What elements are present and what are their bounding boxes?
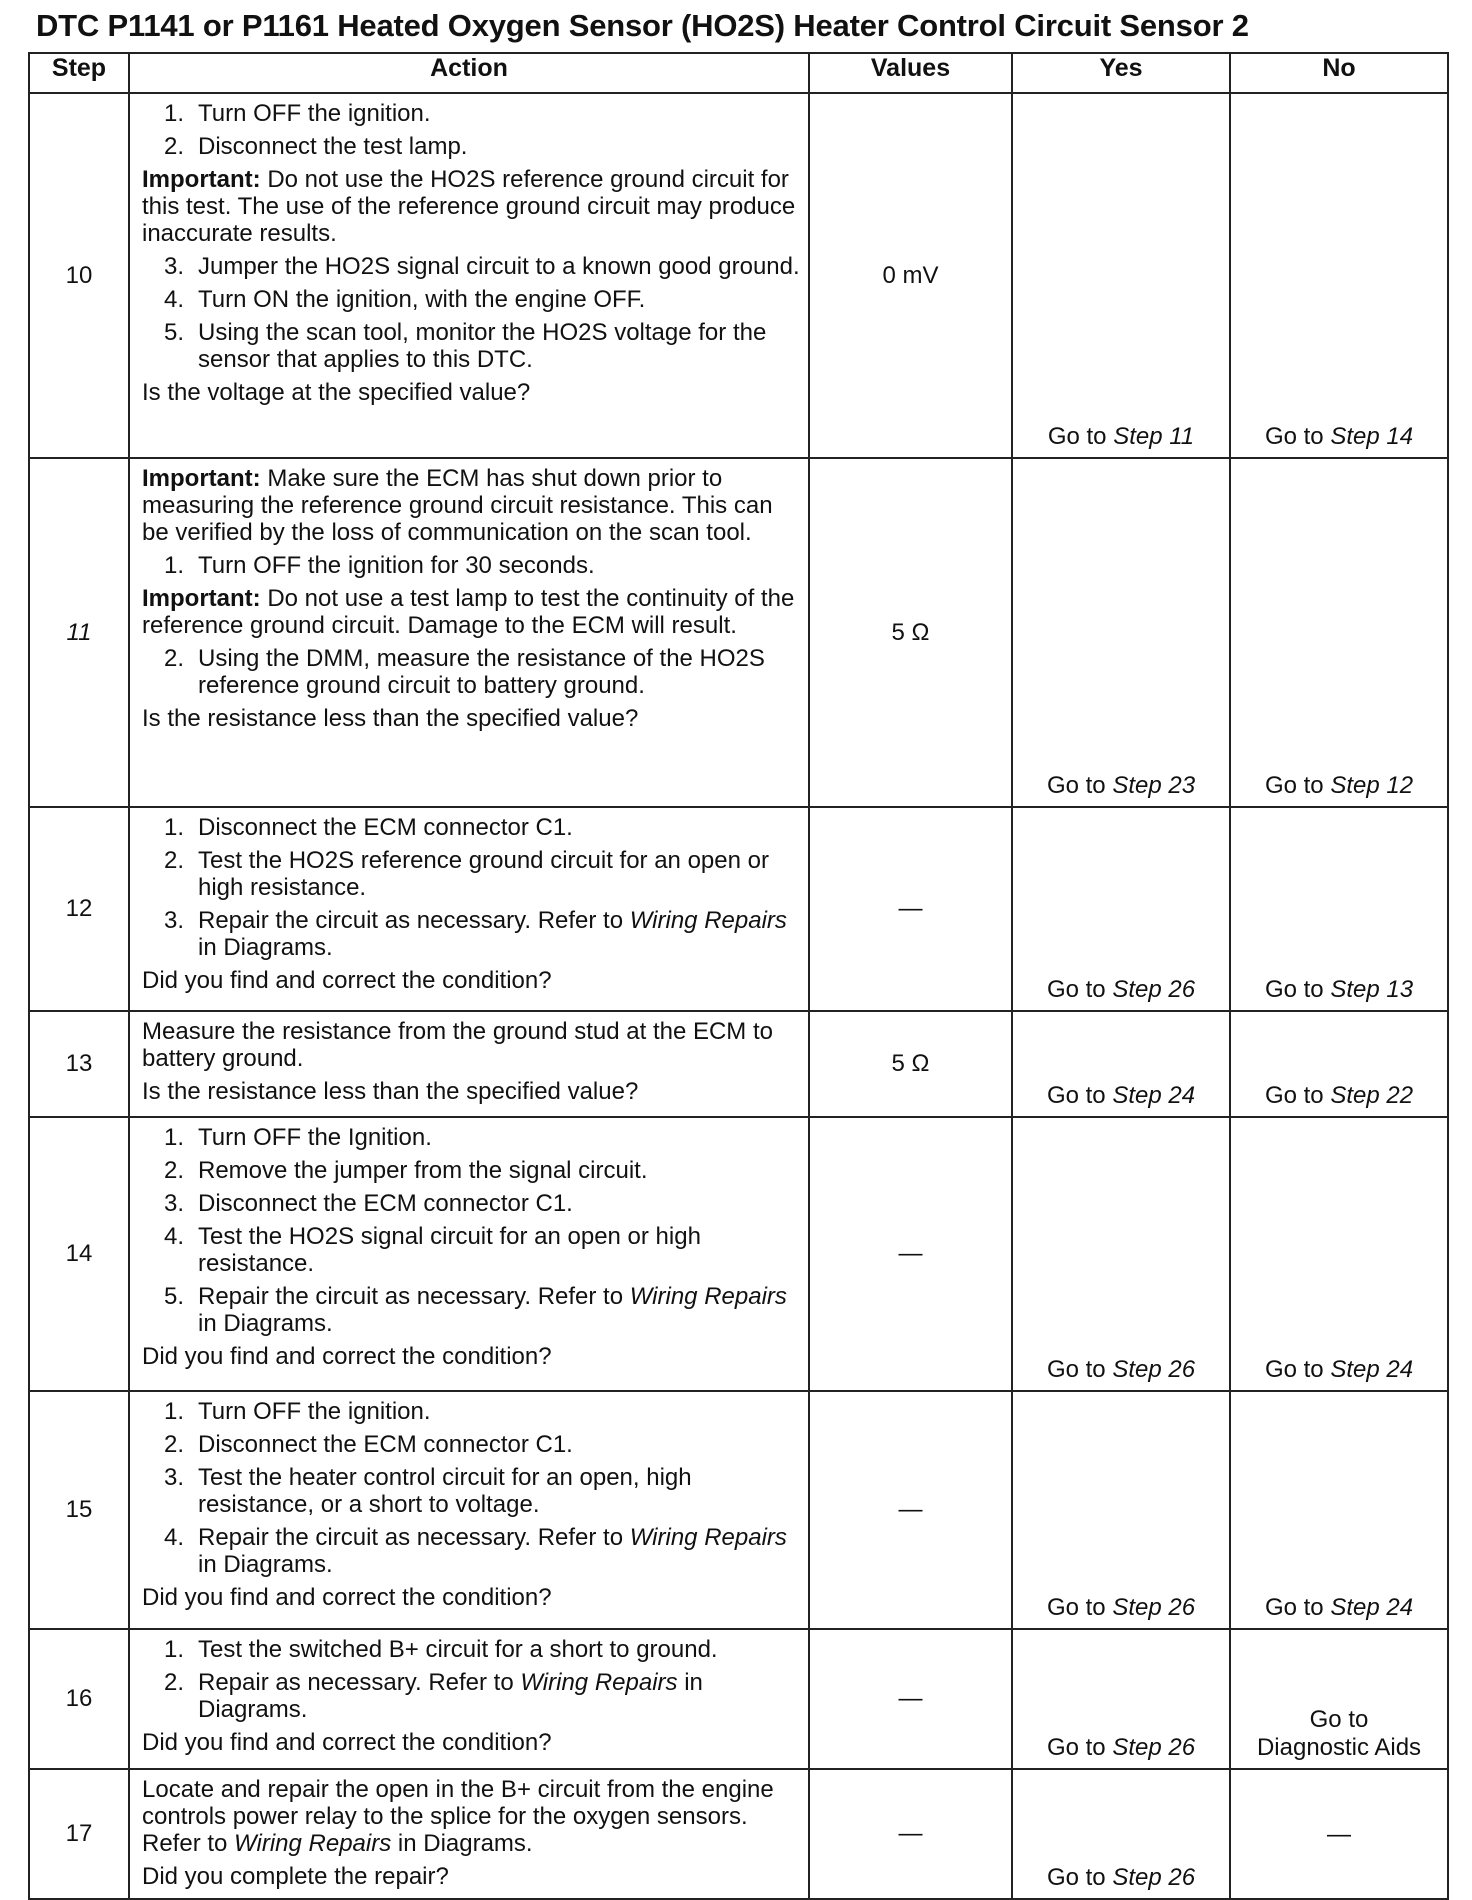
- step-cell: 10: [29, 93, 129, 458]
- values-cell: —: [809, 1629, 1012, 1769]
- yes-cell: [1012, 1011, 1230, 1117]
- go-to-text: Go to Step 24: [1046, 1082, 1196, 1109]
- numbered-instruction: [142, 1431, 800, 1458]
- instruction-text: Repair the circuit as necessary. Refer to Wiring Repairs in Diagrams.: [198, 1283, 787, 1337]
- instruction-number: 4.: [164, 1524, 185, 1551]
- question-text: Did you find and correct the condition?: [142, 967, 552, 994]
- header-yes: Yes: [1012, 53, 1230, 93]
- go-to-text: Go to Step 22: [1264, 1082, 1414, 1109]
- go-to-step-ref: Step 26: [1112, 976, 1196, 1003]
- instruction-number: 3.: [164, 1190, 185, 1217]
- header-values: Values: [809, 53, 1012, 93]
- yes-cell: [1012, 1391, 1230, 1629]
- instruction-text: Using the DMM, measure the resistance of the HO2S reference ground circuit to battery ground.: [198, 645, 765, 699]
- table-row: [29, 1769, 1448, 1899]
- go-to-step-ref: Step 26: [1112, 1734, 1196, 1761]
- numbered-instruction: [142, 133, 800, 160]
- go-to-step-ref: Step 26: [1112, 1356, 1196, 1383]
- table-row: [29, 807, 1448, 1011]
- important-note: Important: Make sure the ECM has shut down prior to measuring the reference ground circuit resistance. This can be verified by the loss of communication on the scan tool.: [142, 465, 773, 546]
- instruction-text: Disconnect the ECM connector C1.: [198, 1431, 573, 1458]
- step-cell: 16: [29, 1629, 129, 1769]
- instruction-number: 1.: [164, 1124, 185, 1151]
- instruction-text: Turn OFF the ignition.: [198, 100, 431, 127]
- instruction-number: 1.: [164, 1398, 185, 1425]
- instruction-text: Test the switched B+ circuit for a short to ground.: [198, 1636, 718, 1663]
- yes-cell: [1012, 1117, 1230, 1391]
- numbered-instruction: [142, 286, 800, 313]
- header-row: [29, 53, 1448, 93]
- go-to-text: Go to Step 11: [1047, 423, 1195, 450]
- question-text: Did you find and correct the condition?: [142, 1729, 552, 1756]
- instruction-text: Turn OFF the Ignition.: [198, 1124, 432, 1151]
- numbered-instruction: [142, 1190, 800, 1217]
- instruction-number: 1.: [164, 100, 185, 127]
- action-cell: [129, 1011, 809, 1117]
- instruction-text: Repair as necessary. Refer to Wiring Repairs in Diagrams.: [198, 1669, 703, 1723]
- go-to-text: Go to Step 14: [1264, 423, 1414, 450]
- instruction-number: 2.: [164, 1157, 185, 1184]
- numbered-instruction: [142, 1524, 800, 1578]
- diagnostic-table: [28, 52, 1449, 1900]
- action-cell: [129, 1629, 809, 1769]
- values-cell: —: [809, 1769, 1012, 1899]
- important-label: Important:: [142, 166, 261, 193]
- instruction-number: 2.: [164, 1431, 185, 1458]
- reference-link-text: Wiring Repairs: [629, 907, 787, 934]
- instruction-text: Remove the jumper from the signal circuit.: [198, 1157, 648, 1184]
- table-row: [29, 458, 1448, 807]
- numbered-instruction: [142, 1464, 800, 1518]
- numbered-instruction: [142, 847, 800, 901]
- instruction-number: 1.: [164, 814, 185, 841]
- numbered-instruction: [142, 319, 800, 373]
- no-cell: [1230, 1629, 1448, 1769]
- reference-link-text: Wiring Repairs: [629, 1524, 787, 1551]
- no-cell: [1230, 1011, 1448, 1117]
- go-to-step-ref: Step 23: [1112, 772, 1196, 799]
- go-to-step-ref: Step 24: [1330, 1594, 1414, 1621]
- instruction-paragraph: Locate and repair the open in the B+ circuit from the engine controls power relay to the splice for the oxygen sensors. Refer to Wiring Repairs in Diagrams.: [142, 1776, 774, 1857]
- instruction-text: Repair the circuit as necessary. Refer to Wiring Repairs in Diagrams.: [198, 1524, 787, 1578]
- step-cell: 15: [29, 1391, 129, 1629]
- no-cell: [1230, 807, 1448, 1011]
- important-note: Important: Do not use the HO2S reference ground circuit for this test. The use of the reference ground circuit may produce inaccurate results.: [142, 166, 796, 247]
- instruction-number: 5.: [164, 1283, 185, 1310]
- go-to-step-ref: Step 14: [1330, 423, 1414, 450]
- go-to-step-ref: Step 26: [1112, 1864, 1196, 1891]
- instruction-number: 2.: [164, 645, 185, 672]
- instruction-text: Test the HO2S reference ground circuit for an open or high resistance.: [198, 847, 769, 901]
- action-cell: [129, 1391, 809, 1629]
- step-cell: 14: [29, 1117, 129, 1391]
- go-to-text: Go to Step 24: [1264, 1594, 1414, 1621]
- header-no: No: [1230, 53, 1448, 93]
- values-cell: —: [809, 1117, 1012, 1391]
- instruction-number: 3.: [164, 1464, 185, 1491]
- important-note: Important: Do not use a test lamp to test the continuity of the reference ground circuit. Damage to the ECM will result.: [142, 585, 795, 639]
- no-cell: [1230, 1117, 1448, 1391]
- numbered-instruction: [142, 253, 800, 280]
- instruction-text: Repair the circuit as necessary. Refer to Wiring Repairs in Diagrams.: [198, 907, 787, 961]
- numbered-instruction: [142, 1669, 800, 1723]
- instruction-number: 1.: [164, 1636, 185, 1663]
- action-cell: [129, 1117, 809, 1391]
- no-cell: [1230, 1769, 1448, 1899]
- go-to-text: Go to Step 26: [1046, 1356, 1196, 1383]
- instruction-text: Disconnect the test lamp.: [198, 133, 468, 160]
- question-text: Did you find and correct the condition?: [142, 1584, 552, 1611]
- important-label: Important:: [142, 585, 261, 612]
- instruction-number: 2.: [164, 133, 185, 160]
- go-to-step-ref: Step 22: [1330, 1082, 1414, 1109]
- values-cell: —: [809, 807, 1012, 1011]
- numbered-instruction: [142, 1157, 800, 1184]
- go-to-text: Go to Step 26: [1046, 1594, 1196, 1621]
- numbered-instruction: [142, 1398, 800, 1425]
- instruction-number: 1.: [164, 552, 185, 579]
- reference-link-text: Wiring Repairs: [629, 1283, 787, 1310]
- values-cell: 0 mV: [809, 93, 1012, 458]
- yes-cell: [1012, 807, 1230, 1011]
- step-cell: 11: [29, 458, 129, 807]
- question-text: Did you complete the repair?: [142, 1863, 449, 1890]
- go-to-text: Go to Step 23: [1046, 772, 1196, 799]
- go-to-step-ref: Step 24: [1330, 1356, 1414, 1383]
- instruction-number: 4.: [164, 1223, 185, 1250]
- action-cell: [129, 1769, 809, 1899]
- go-to-step-ref: Step 24: [1112, 1082, 1196, 1109]
- header-action: Action: [129, 53, 809, 93]
- yes-cell: [1012, 458, 1230, 807]
- question-text: Is the resistance less than the specified value?: [142, 705, 639, 732]
- important-label: Important:: [142, 465, 261, 492]
- question-text: Is the voltage at the specified value?: [142, 379, 531, 406]
- question-text: Did you find and correct the condition?: [142, 1343, 552, 1370]
- page-title: DTC P1141 or P1161 Heated Oxygen Sensor (HO2S) Heater Control Circuit Sensor 2: [36, 8, 1249, 43]
- go-to-text: Go to Diagnostic Aids: [1256, 1706, 1422, 1761]
- instruction-number: 3.: [164, 907, 185, 934]
- instruction-text: Turn ON the ignition, with the engine OFF.: [198, 286, 646, 313]
- question-text: Is the resistance less than the specified value?: [142, 1078, 639, 1105]
- numbered-instruction: [142, 1636, 800, 1663]
- go-to-text: Go to Step 26: [1046, 1734, 1196, 1761]
- header-step: Step: [29, 53, 129, 93]
- numbered-instruction: [142, 814, 800, 841]
- numbered-instruction: [142, 100, 800, 127]
- values-cell: 5 Ω: [809, 458, 1012, 807]
- go-to-text: Go to Step 26: [1046, 976, 1196, 1003]
- instruction-text: Test the HO2S signal circuit for an open or high resistance.: [198, 1223, 701, 1277]
- step-cell: 12: [29, 807, 129, 1011]
- action-cell: [129, 807, 809, 1011]
- action-cell: [129, 93, 809, 458]
- yes-cell: [1012, 1629, 1230, 1769]
- table-row: [29, 93, 1448, 458]
- numbered-instruction: [142, 552, 800, 579]
- table-row: [29, 1117, 1448, 1391]
- numbered-instruction: [142, 645, 800, 699]
- go-to-step-ref: Step 13: [1330, 976, 1414, 1003]
- go-to-text: Go to Step 24: [1264, 1356, 1414, 1383]
- instruction-text: Turn OFF the ignition for 30 seconds.: [198, 552, 595, 579]
- instruction-text: Jumper the HO2S signal circuit to a known good ground.: [198, 253, 800, 280]
- go-to-text: Go to Step 12: [1264, 772, 1414, 799]
- go-to-text: —: [1327, 1820, 1351, 1848]
- table-row: [29, 1011, 1448, 1117]
- step-cell: 17: [29, 1769, 129, 1899]
- go-to-text: Go to Step 26: [1046, 1864, 1196, 1891]
- numbered-instruction: [142, 1124, 800, 1151]
- go-to-step-ref: Step 11: [1113, 423, 1195, 450]
- instruction-number: 3.: [164, 253, 185, 280]
- values-cell: 5 Ω: [809, 1011, 1012, 1117]
- instruction-text: Test the heater control circuit for an open, high resistance, or a short to voltage.: [198, 1464, 692, 1518]
- go-to-step-ref: Step 12: [1330, 772, 1414, 799]
- instruction-paragraph: Measure the resistance from the ground stud at the ECM to battery ground.: [142, 1018, 773, 1072]
- go-to-step-ref: Step 26: [1112, 1594, 1196, 1621]
- table-row: [29, 1391, 1448, 1629]
- go-to-text: Go to Step 13: [1264, 976, 1414, 1003]
- instruction-text: Using the scan tool, monitor the HO2S voltage for the sensor that applies to this DTC.: [198, 319, 767, 373]
- reference-link-text: Wiring Repairs: [234, 1830, 392, 1857]
- instruction-text: Turn OFF the ignition.: [198, 1398, 431, 1425]
- numbered-instruction: [142, 1283, 800, 1337]
- instruction-number: 2.: [164, 847, 185, 874]
- instruction-text: Disconnect the ECM connector C1.: [198, 814, 573, 841]
- action-cell: [129, 458, 809, 807]
- instruction-number: 4.: [164, 286, 185, 313]
- no-cell: [1230, 458, 1448, 807]
- instruction-text: Disconnect the ECM connector C1.: [198, 1190, 573, 1217]
- yes-cell: [1012, 93, 1230, 458]
- yes-cell: [1012, 1769, 1230, 1899]
- step-cell: 13: [29, 1011, 129, 1117]
- no-cell: [1230, 93, 1448, 458]
- values-cell: —: [809, 1391, 1012, 1629]
- numbered-instruction: [142, 1223, 800, 1277]
- instruction-number: 2.: [164, 1669, 185, 1696]
- table-row: [29, 1629, 1448, 1769]
- numbered-instruction: [142, 907, 800, 961]
- reference-link-text: Wiring Repairs: [520, 1669, 678, 1696]
- instruction-number: 5.: [164, 319, 185, 346]
- no-cell: [1230, 1391, 1448, 1629]
